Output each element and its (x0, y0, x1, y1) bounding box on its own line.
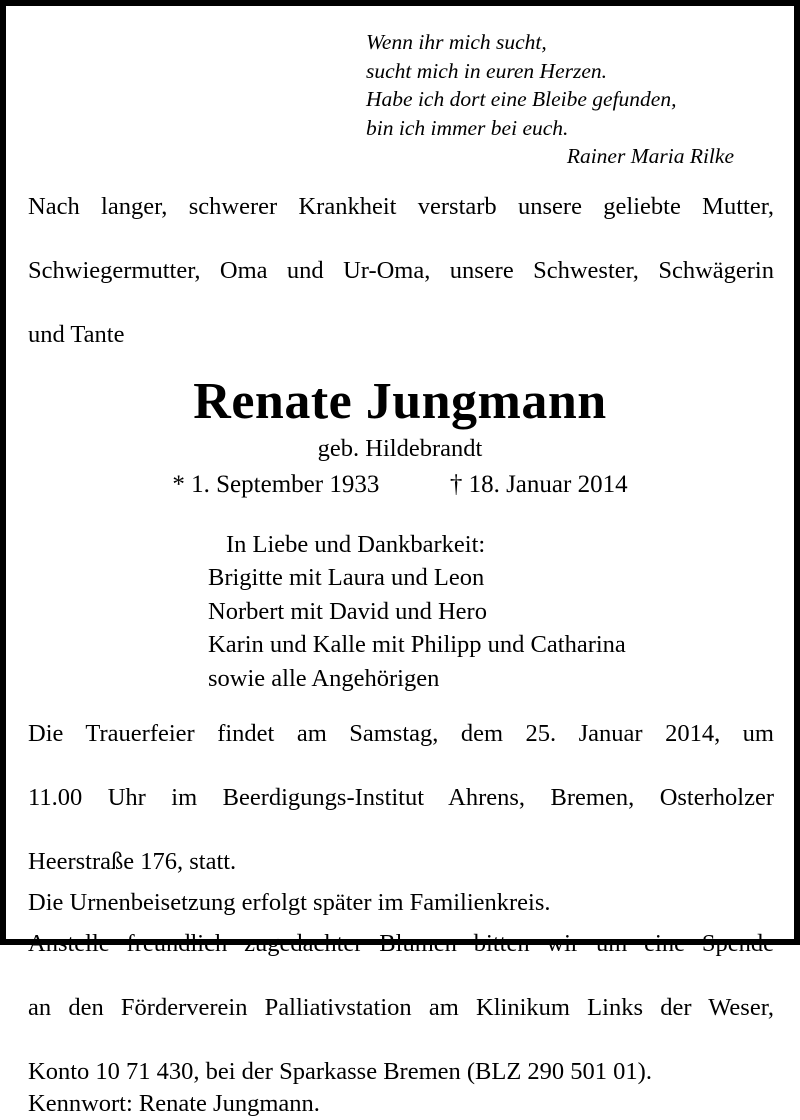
death-cross-icon: † (449, 470, 463, 498)
deceased-full-name: Renate Jungmann (193, 372, 607, 430)
memorial-poem (22, 6, 778, 171)
family-member: Brigitte mit Laura und Leon (208, 564, 485, 591)
donation-line: an den Förderverein Palliativstation am Klinikum Links der Weser, (28, 994, 774, 1021)
spacer (28, 878, 774, 887)
poem-line: sucht mich in euren Herzen. (366, 58, 608, 83)
death-date: 18. Januar 2014 (468, 470, 628, 498)
deceased-maiden-name: geb. Hildebrandt (317, 434, 483, 462)
birth-date: 1. September 1933 (191, 470, 380, 498)
donation-line: Anstelle freundlich zugedachter Blumen bitten wir um eine Spende (28, 930, 774, 957)
family-lead-text: In Liebe und Dankbarkeit: (226, 530, 486, 558)
introduction-paragraph (22, 171, 778, 351)
poem-line: bin ich immer bei euch. (366, 115, 569, 140)
intro-line: Schwiegermutter, Oma und Ur-Oma, unsere Schwester, Schwägerin (28, 256, 774, 284)
notice-content (6, 6, 794, 1117)
service-details (22, 695, 778, 1120)
family-member: sowie alle Angehörigen (208, 664, 440, 692)
interment-text: Die Urnenbeisetzung erfolgt später im Familienkreis. (28, 889, 551, 916)
poem-line: Habe ich dort eine Bleibe gefunden, (366, 87, 677, 111)
donation-line: Konto 10 71 430, bei der Sparkasse Bremen (BLZ 290 501 01). (28, 1058, 652, 1085)
service-line: Die Trauerfeier findet am Samstag, dem 25. Januar 2014, um (28, 720, 774, 747)
family-member: Norbert mit David und Hero (208, 597, 487, 625)
service-line: 11.00 Uhr im Beerdigungs-Institut Ahrens, Bremen, Osterholzer (28, 784, 774, 811)
life-dates (22, 465, 778, 502)
service-line: Heerstraße 176, statt. (28, 848, 237, 875)
poem-attribution: Rainer Maria Rilke (566, 144, 734, 168)
family-block (22, 502, 778, 696)
spacer (28, 919, 774, 928)
donation-keyword: Kennwort: Renate Jungmann. (28, 1090, 320, 1117)
birth-symbol-icon: * (172, 470, 185, 498)
family-member: Karin und Kalle mit Philipp und Catharina (208, 631, 626, 658)
intro-line: Nach langer, schwerer Krankheit verstarb unsere geliebte Mutter, (28, 192, 774, 220)
deceased-name-block (22, 351, 778, 502)
poem-line: Wenn ihr mich sucht, (366, 30, 547, 54)
intro-line: und Tante (28, 320, 125, 348)
